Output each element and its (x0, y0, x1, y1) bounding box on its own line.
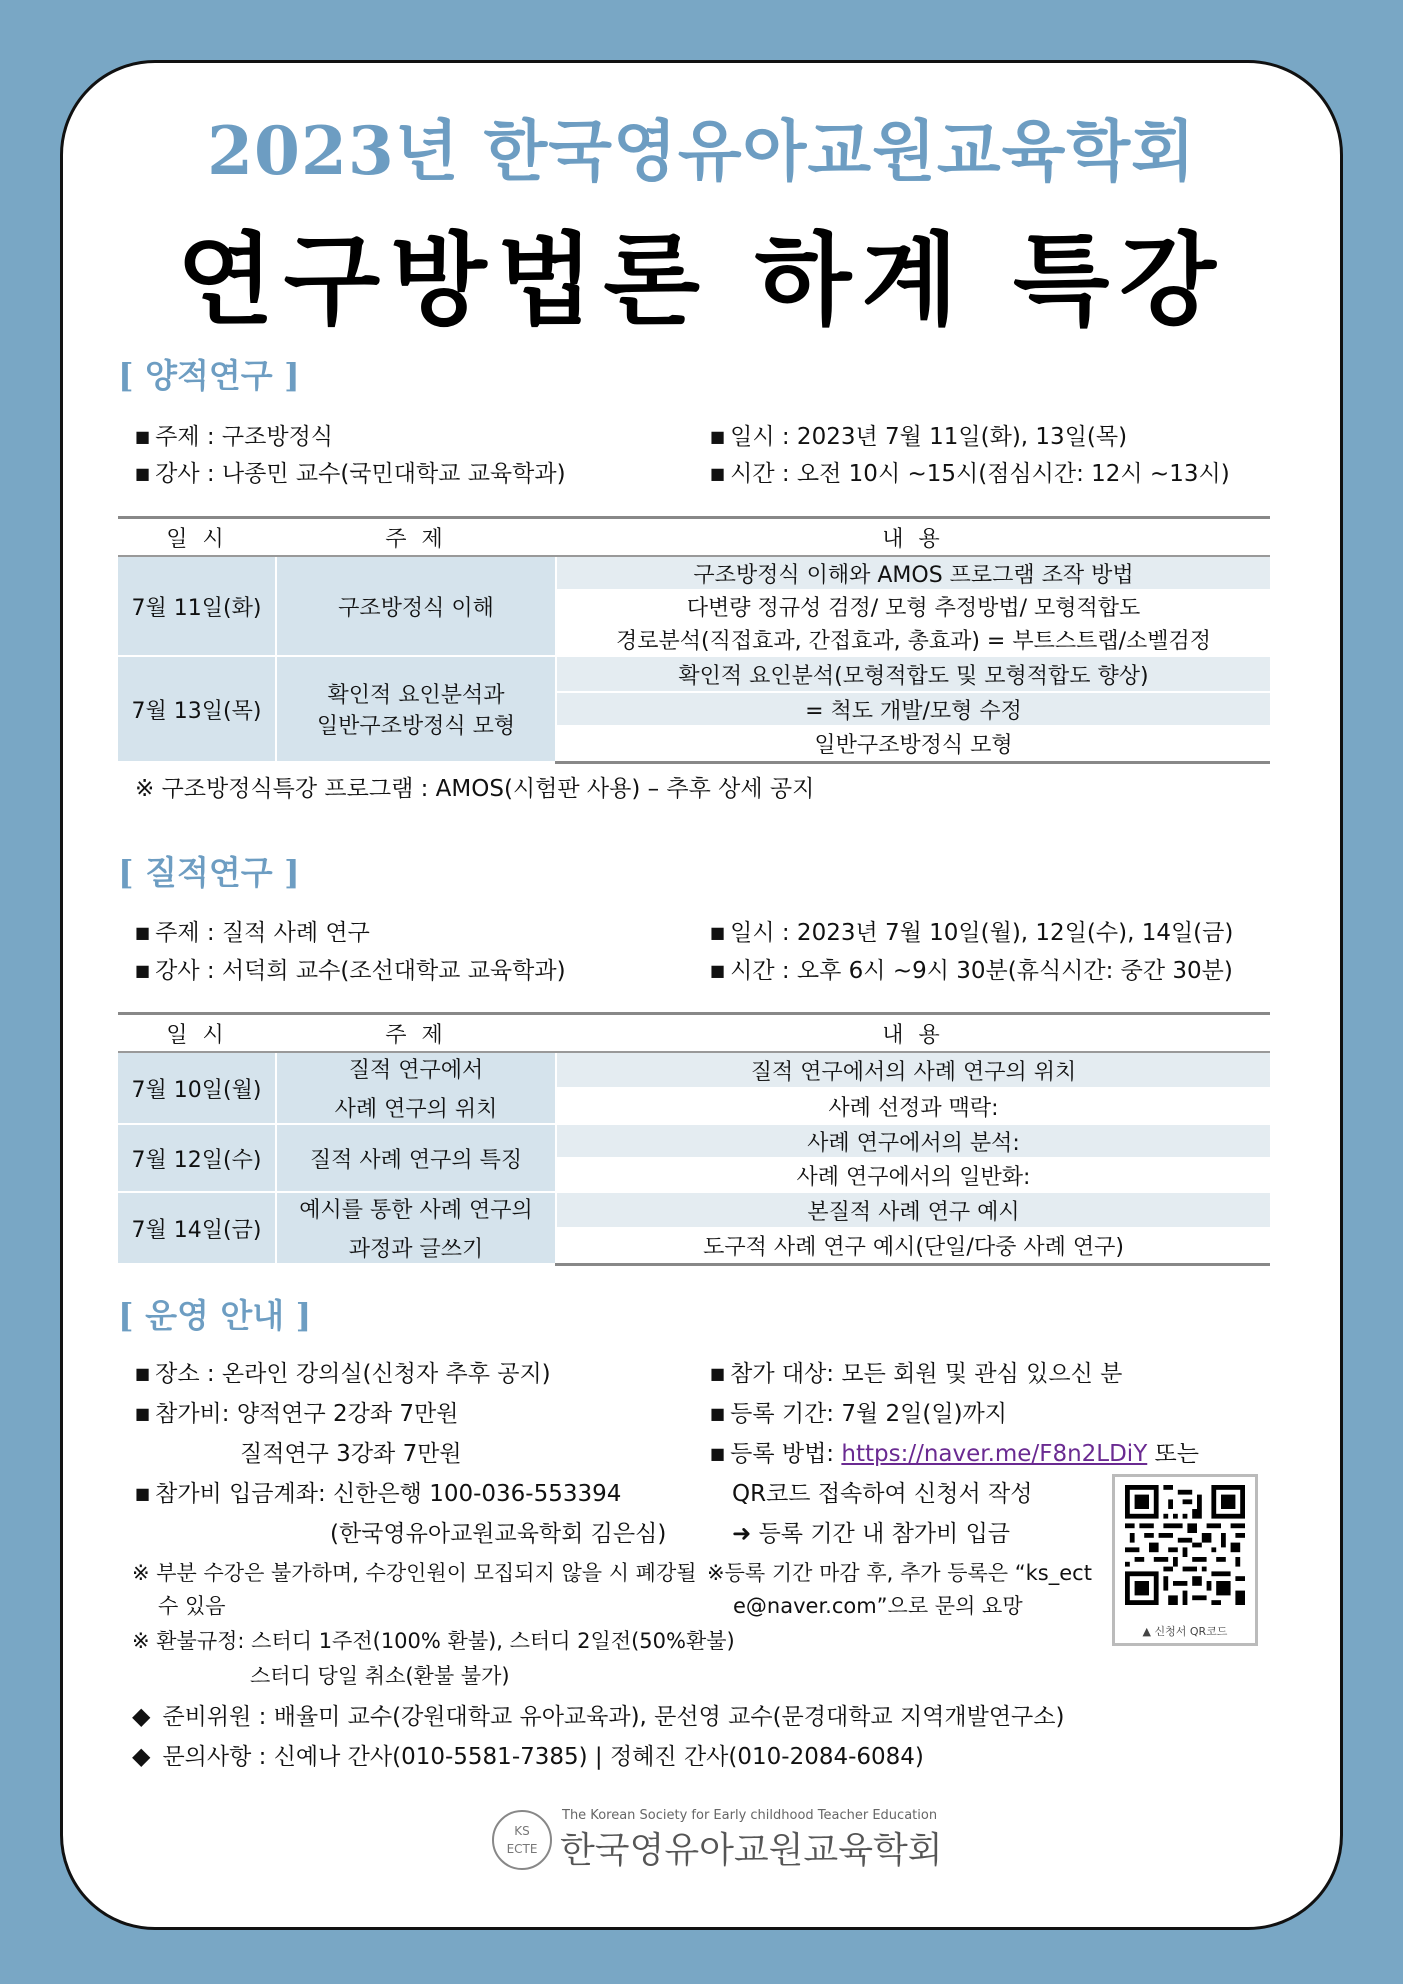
ops-period: ■ 등록 기간: 7월 2일(일)까지 (710, 1395, 1007, 1428)
row-content: 사례 연구에서의 일반화: (556, 1158, 1270, 1192)
row-topic-line: 확인적 요인분석과 (327, 683, 505, 708)
seal-text-bottom: ECTE (506, 1842, 538, 1856)
section-quant-title: [ 양적연구 ] (118, 356, 300, 395)
row-content: 일반구조방정식 모형 (556, 726, 1270, 762)
row-date: 7월 11일(화) (118, 556, 276, 656)
qual-schedule-table (118, 1012, 1270, 1266)
ops-method-pay: ➜ 등록 기간 내 참가비 입금 (732, 1521, 1011, 1547)
qual-topic: ■ 주제 : 질적 사례 연구 (135, 914, 370, 947)
row-content: 구조방정식 이해와 AMOS 프로그램 조작 방법 (556, 556, 1270, 590)
qr-code[interactable] (1112, 1474, 1258, 1646)
row-date: 7월 12일(수) (118, 1124, 276, 1192)
ops-method-suffix: 또는 (1147, 1441, 1199, 1467)
row-content: 질적 연구에서의 사례 연구의 위치 (556, 1052, 1270, 1088)
row-date: 7월 13일(목) (118, 656, 276, 762)
quant-schedule-table (118, 516, 1270, 764)
row-content: = 척도 개발/모형 수정 (556, 692, 1270, 726)
header-date: 일 시 (118, 1014, 276, 1053)
ops-note-partial-cont: 수 있음 (158, 1594, 226, 1618)
ops-note-partial: ※ 부분 수강은 불가하며, 수강인원이 모집되지 않을 시 폐강될 (132, 1561, 697, 1585)
quant-date: ■ 일시 : 2023년 7월 11일(화), 13일(목) (710, 418, 1127, 451)
header-org-title: 2023년 한국영유아교원교육학회 (207, 112, 1196, 190)
row-content: 사례 선정과 맥락: (556, 1088, 1270, 1124)
society-seal-logo (492, 1810, 552, 1870)
row-content: 다변량 정규성 검정/ 모형 추정방법/ 모형적합도 (556, 590, 1270, 623)
ops-note-refund: ※ 환불규정: 스터디 1주전(100% 환불), 스터디 2일전(50%환불) (132, 1629, 735, 1653)
row-topic-line: 과정과 글쓰기 (348, 1237, 484, 1262)
row-content: 도구적 사례 연구 예시(단일/다중 사례 연구) (556, 1228, 1270, 1264)
qual-lecturer: ■ 강사 : 서덕희 교수(조선대학교 교육학과) (135, 952, 566, 985)
qual-time: ■ 시간 : 오후 6시 ~9시 30분(휴식시간: 중간 30분) (710, 952, 1233, 985)
header-main-title: 연구방법론 하계 특강 (176, 222, 1227, 339)
ops-fee: ■ 참가비: 양적연구 2강좌 7만원 (135, 1395, 458, 1428)
ops-place: ■ 장소 : 온라인 강의실(신청자 추후 공지) (135, 1355, 551, 1388)
row-topic: 구조방정식 이해 (276, 556, 556, 656)
ops-target: ■ 참가 대상: 모든 회원 및 관심 있으신 분 (710, 1355, 1122, 1388)
row-topic-line: 일반구조방정식 모형 (316, 714, 516, 739)
committee-info: ◆ 준비위원 : 배율미 교수(강원대학교 유아교육과), 문선영 교수(문경대학교 지역개발연구소) (132, 1698, 1064, 1731)
quant-lecturer: ■ 강사 : 나종민 교수(국민대학교 교육학과) (135, 455, 566, 488)
header-topic: 주 제 (276, 518, 556, 557)
seal-text-top: KS (514, 1824, 530, 1838)
table-row (118, 1192, 1270, 1228)
row-topic-line: 질적 연구에서 (348, 1058, 484, 1083)
ops-note-refund-cont: 스터디 당일 취소(환불 불가) (250, 1664, 510, 1688)
quant-time: ■ 시간 : 오전 10시 ~15시(점심시간: 12시 ~13시) (710, 455, 1230, 488)
header-content: 내 용 (556, 1014, 1270, 1053)
row-content: 경로분석(직접효과, 간접효과, 총효과) = 부트스트랩/소벨검정 (556, 623, 1270, 656)
row-topic (276, 656, 556, 762)
header-content: 내 용 (556, 518, 1270, 557)
quant-note: ※ 구조방정식특강 프로그램 : AMOS(시험판 사용) – 추후 상세 공지 (135, 776, 815, 802)
row-topic (276, 1052, 556, 1124)
ops-account: ■ 참가비 입금계좌: 신한은행 100-036-553394 (135, 1475, 621, 1508)
table-row (118, 1124, 1270, 1158)
row-topic-line: 예시를 통한 사례 연구의 (299, 1198, 533, 1223)
header-date: 일 시 (118, 518, 276, 557)
row-content: 본질적 사례 연구 예시 (556, 1192, 1270, 1228)
table-header-row (118, 1014, 1270, 1053)
registration-link[interactable]: https://naver.me/F8n2LDiY (841, 1441, 1148, 1467)
header-topic: 주 제 (276, 1014, 556, 1053)
row-content: 확인적 요인분석(모형적합도 및 모형적합도 향상) (556, 656, 1270, 692)
quant-topic: ■ 주제 : 구조방정식 (135, 418, 333, 451)
qr-pattern (1125, 1485, 1245, 1605)
ops-fee-qual: 질적연구 3강좌 7만원 (240, 1441, 462, 1467)
row-date: 7월 10일(월) (118, 1052, 276, 1124)
logo-english-name: The Korean Society for Early childhood Teacher Education (562, 1808, 938, 1823)
qr-caption: ▲ 신청서 QR코드 (1142, 1625, 1228, 1638)
logo-korean-name: 한국영유아교원교육학회 (560, 1830, 943, 1871)
table-row (118, 556, 1270, 590)
table-header-row (118, 518, 1270, 557)
ops-method-label: 등록 방법: (730, 1441, 842, 1467)
ops-method-qr: QR코드 접속하여 신청서 작성 (732, 1481, 1033, 1507)
row-content: 사례 연구에서의 분석: (556, 1124, 1270, 1158)
section-qual-title: [ 질적연구 ] (118, 853, 300, 892)
section-ops-title: [ 운영 안내 ] (118, 1296, 312, 1335)
ops-account-holder: (한국영유아교원교육학회 김은심) (330, 1521, 667, 1547)
qual-date: ■ 일시 : 2023년 7월 10일(월), 12일(수), 14일(금) (710, 914, 1233, 947)
ops-method (710, 1435, 1199, 1468)
row-topic-line: 사례 연구의 위치 (334, 1097, 498, 1122)
contact-info: ◆ 문의사항 : 신예나 간사(010-5581-7385) | 정혜진 간사(010-2084-6084) (132, 1738, 924, 1771)
table-row (118, 656, 1270, 692)
row-topic: 질적 사례 연구의 특징 (276, 1124, 556, 1192)
row-topic (276, 1192, 556, 1264)
row-date: 7월 14일(금) (118, 1192, 276, 1264)
ops-late-note-cont: e@naver.com”으로 문의 요망 (733, 1594, 1023, 1618)
table-row (118, 1052, 1270, 1088)
ops-late-note: ※등록 기간 마감 후, 추가 등록은 “ks_ect (707, 1561, 1092, 1585)
